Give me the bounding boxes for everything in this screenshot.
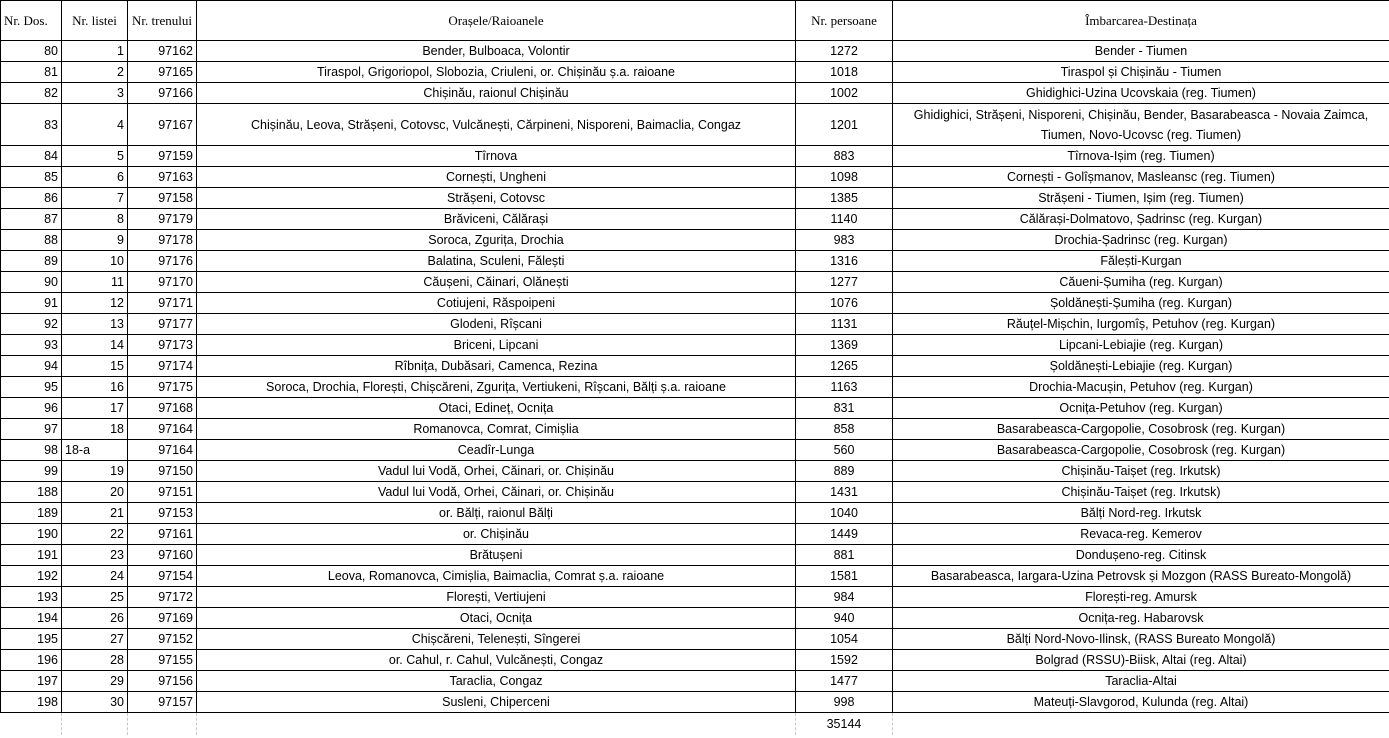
cell-nr-persoane: 858 (796, 419, 893, 440)
cell-nr-trenului: 97173 (128, 335, 197, 356)
header-imbarcarea: Îmbarcarea-Destinața (893, 1, 1389, 41)
table-row (1, 251, 1389, 272)
cell-orasele: Brătușeni (197, 545, 796, 566)
cell-nr-trenului: 97172 (128, 587, 197, 608)
cell-nr-listei: 22 (62, 524, 128, 545)
cell-nr-trenului: 97165 (128, 62, 197, 83)
cell-nr-persoane: 940 (796, 608, 893, 629)
cell-nr-dos: 193 (1, 587, 62, 608)
cell-destinatia: Fălești-Kurgan (893, 251, 1389, 272)
cell-orasele: Florești, Vertiujeni (197, 587, 796, 608)
cell-nr-persoane: 883 (796, 146, 893, 167)
cell-orasele: Bender, Bulboaca, Volontir (197, 41, 796, 62)
cell-nr-persoane: 1369 (796, 335, 893, 356)
cell-orasele: Leova, Romanovca, Cimișlia, Baimaclia, Comrat ș.a. raioane (197, 566, 796, 587)
cell-nr-dos: 195 (1, 629, 62, 650)
cell-nr-persoane: 1477 (796, 671, 893, 692)
cell-nr-trenului: 97159 (128, 146, 197, 167)
cell-nr-persoane: 889 (796, 461, 893, 482)
cell-destinatia: Chișinău-Taișet (reg. Irkutsk) (893, 461, 1389, 482)
cell-nr-listei: 11 (62, 272, 128, 293)
cell-nr-listei: 1 (62, 41, 128, 62)
cell-nr-trenului: 97168 (128, 398, 197, 419)
header-nr-listei: Nr. listei (62, 1, 128, 41)
cell-nr-dos: 84 (1, 146, 62, 167)
cell-nr-dos: 95 (1, 377, 62, 398)
cell-nr-dos: 96 (1, 398, 62, 419)
cell-nr-persoane: 1272 (796, 41, 893, 62)
cell-nr-trenului: 97157 (128, 692, 197, 713)
cell-nr-persoane: 983 (796, 230, 893, 251)
cell-destinatia: Drochia-Șadrinsc (reg. Kurgan) (893, 230, 1389, 251)
cell-nr-listei: 5 (62, 146, 128, 167)
cell-nr-listei: 25 (62, 587, 128, 608)
cell-nr-listei: 21 (62, 503, 128, 524)
cell-orasele: Ceadîr-Lunga (197, 440, 796, 461)
cell-orasele: Vadul lui Vodă, Orhei, Căinari, or. Chișinău (197, 461, 796, 482)
table-row (1, 503, 1389, 524)
cell-nr-trenului: 97170 (128, 272, 197, 293)
cell-nr-trenului: 97179 (128, 209, 197, 230)
table-row (1, 440, 1389, 461)
total-persoane: 35144 (796, 713, 893, 736)
cell-destinatia: Basarabeasca, Iargara-Uzina Petrovsk și Mozgon (RASS Bureato-Mongolă) (893, 566, 1389, 587)
cell-nr-trenului: 97161 (128, 524, 197, 545)
cell-nr-dos: 83 (1, 104, 62, 146)
cell-orasele: Cornești, Ungheni (197, 167, 796, 188)
total-empty-cell (893, 713, 1389, 736)
cell-orasele: Otaci, Edineț, Ocnița (197, 398, 796, 419)
cell-nr-persoane: 1018 (796, 62, 893, 83)
cell-nr-persoane: 1201 (796, 104, 893, 146)
cell-nr-dos: 93 (1, 335, 62, 356)
cell-destinatia: Revaca-reg. Kemerov (893, 524, 1389, 545)
cell-nr-listei: 29 (62, 671, 128, 692)
cell-destinatia: Lipcani-Lebiajie (reg. Kurgan) (893, 335, 1389, 356)
cell-orasele: Chișinău, Leova, Strășeni, Cotovsc, Vulcănești, Cărpineni, Nisporeni, Baimaclia, Congaz (197, 104, 796, 146)
cell-nr-trenului: 97154 (128, 566, 197, 587)
cell-destinatia: Tîrnova-Ișim (reg. Tiumen) (893, 146, 1389, 167)
cell-destinatia: Șoldănești-Șumiha (reg. Kurgan) (893, 293, 1389, 314)
cell-destinatia: Cornești - Golîșmanov, Masleansc (reg. Tiumen) (893, 167, 1389, 188)
total-empty-cell (1, 713, 62, 736)
header-orasele: Orașele/Raioanele (197, 1, 796, 41)
cell-nr-persoane: 998 (796, 692, 893, 713)
cell-orasele: Susleni, Chiperceni (197, 692, 796, 713)
cell-destinatia: Mateuți-Slavgorod, Kulunda (reg. Altai) (893, 692, 1389, 713)
cell-nr-dos: 192 (1, 566, 62, 587)
cell-nr-trenului: 97152 (128, 629, 197, 650)
cell-orasele: or. Chișinău (197, 524, 796, 545)
cell-nr-listei: 18 (62, 419, 128, 440)
cell-nr-listei: 18-a (62, 440, 128, 461)
cell-destinatia: Bolgrad (RSSU)-Biisk, Altai (reg. Altai) (893, 650, 1389, 671)
cell-nr-dos: 80 (1, 41, 62, 62)
cell-nr-persoane: 1592 (796, 650, 893, 671)
cell-nr-dos: 99 (1, 461, 62, 482)
cell-orasele: Balatina, Sculeni, Fălești (197, 251, 796, 272)
cell-nr-listei: 20 (62, 482, 128, 503)
cell-destinatia: Drochia-Macușin, Petuhov (reg. Kurgan) (893, 377, 1389, 398)
table-row (1, 419, 1389, 440)
cell-nr-trenului: 97153 (128, 503, 197, 524)
cell-nr-trenului: 97169 (128, 608, 197, 629)
cell-orasele: Chișcăreni, Telenești, Sîngerei (197, 629, 796, 650)
cell-nr-persoane: 1316 (796, 251, 893, 272)
cell-nr-trenului: 97156 (128, 671, 197, 692)
cell-nr-persoane: 1002 (796, 83, 893, 104)
cell-nr-trenului: 97174 (128, 356, 197, 377)
cell-nr-trenului: 97162 (128, 41, 197, 62)
cell-orasele: Romanovca, Comrat, Cimișlia (197, 419, 796, 440)
cell-destinatia: Basarabeasca-Cargopolie, Cosobrosk (reg. Kurgan) (893, 419, 1389, 440)
table-row (1, 461, 1389, 482)
header-nr-persoane: Nr. persoane (796, 1, 893, 41)
cell-nr-persoane: 560 (796, 440, 893, 461)
cell-nr-dos: 92 (1, 314, 62, 335)
cell-nr-listei: 14 (62, 335, 128, 356)
cell-orasele: Otaci, Ocnița (197, 608, 796, 629)
cell-destinatia: Florești-reg. Amursk (893, 587, 1389, 608)
cell-destinatia: Răuțel-Mișchin, Iurgomîș, Petuhov (reg. Kurgan) (893, 314, 1389, 335)
cell-destinatia: Călărași-Dolmatovo, Șadrinsc (reg. Kurgan) (893, 209, 1389, 230)
cell-orasele: Soroca, Zgurița, Drochia (197, 230, 796, 251)
cell-nr-trenului: 97150 (128, 461, 197, 482)
table-row (1, 482, 1389, 503)
cell-nr-persoane: 1163 (796, 377, 893, 398)
cell-nr-dos: 197 (1, 671, 62, 692)
cell-nr-dos: 90 (1, 272, 62, 293)
cell-nr-persoane: 1040 (796, 503, 893, 524)
table-row (1, 587, 1389, 608)
table-row (1, 377, 1389, 398)
table-row (1, 692, 1389, 713)
total-row (1, 713, 1389, 736)
cell-nr-listei: 26 (62, 608, 128, 629)
cell-nr-dos: 97 (1, 419, 62, 440)
cell-destinatia: Ocnița-reg. Habarovsk (893, 608, 1389, 629)
table-row (1, 167, 1389, 188)
total-empty-cell (62, 713, 128, 736)
cell-nr-listei: 23 (62, 545, 128, 566)
cell-destinatia: Căueni-Șumiha (reg. Kurgan) (893, 272, 1389, 293)
cell-nr-persoane: 1098 (796, 167, 893, 188)
cell-nr-persoane: 1385 (796, 188, 893, 209)
cell-nr-trenului: 97167 (128, 104, 197, 146)
cell-nr-trenului: 97155 (128, 650, 197, 671)
cell-nr-persoane: 1449 (796, 524, 893, 545)
cell-nr-persoane: 1076 (796, 293, 893, 314)
table-row (1, 146, 1389, 167)
cell-nr-trenului: 97177 (128, 314, 197, 335)
table-row (1, 272, 1389, 293)
table-row (1, 608, 1389, 629)
cell-nr-persoane: 1431 (796, 482, 893, 503)
cell-destinatia: Bender - Tiumen (893, 41, 1389, 62)
cell-orasele: Căușeni, Căinari, Olănești (197, 272, 796, 293)
table-row (1, 230, 1389, 251)
cell-nr-dos: 87 (1, 209, 62, 230)
table-row (1, 83, 1389, 104)
table-row (1, 41, 1389, 62)
cell-nr-listei: 24 (62, 566, 128, 587)
cell-nr-dos: 81 (1, 62, 62, 83)
table-row (1, 356, 1389, 377)
cell-nr-dos: 198 (1, 692, 62, 713)
cell-nr-persoane: 984 (796, 587, 893, 608)
cell-nr-dos: 91 (1, 293, 62, 314)
cell-nr-persoane: 1277 (796, 272, 893, 293)
table-row (1, 671, 1389, 692)
cell-nr-persoane: 831 (796, 398, 893, 419)
cell-destinatia: Șoldănești-Lebiajie (reg. Kurgan) (893, 356, 1389, 377)
cell-orasele: Glodeni, Rîșcani (197, 314, 796, 335)
cell-destinatia: Tiraspol și Chișinău - Tiumen (893, 62, 1389, 83)
cell-orasele: or. Bălți, raionul Bălți (197, 503, 796, 524)
cell-nr-listei: 17 (62, 398, 128, 419)
table-row (1, 293, 1389, 314)
cell-destinatia: Dondușeno-reg. Citinsk (893, 545, 1389, 566)
cell-nr-dos: 189 (1, 503, 62, 524)
cell-nr-listei: 30 (62, 692, 128, 713)
cell-nr-listei: 13 (62, 314, 128, 335)
cell-nr-listei: 19 (62, 461, 128, 482)
cell-nr-listei: 4 (62, 104, 128, 146)
cell-orasele: or. Cahul, r. Cahul, Vulcănești, Congaz (197, 650, 796, 671)
cell-nr-dos: 98 (1, 440, 62, 461)
table-row (1, 650, 1389, 671)
cell-orasele: Chișinău, raionul Chișinău (197, 83, 796, 104)
cell-nr-dos: 86 (1, 188, 62, 209)
header-nr-dos: Nr. Dos. (1, 1, 62, 41)
cell-nr-trenului: 97175 (128, 377, 197, 398)
cell-nr-listei: 15 (62, 356, 128, 377)
cell-orasele: Briceni, Lipcani (197, 335, 796, 356)
table-body (1, 41, 1389, 713)
cell-nr-listei: 27 (62, 629, 128, 650)
cell-nr-persoane: 1131 (796, 314, 893, 335)
cell-nr-listei: 16 (62, 377, 128, 398)
cell-nr-trenului: 97164 (128, 419, 197, 440)
cell-nr-trenului: 97171 (128, 293, 197, 314)
cell-nr-listei: 2 (62, 62, 128, 83)
cell-destinatia: Ghidighici-Uzina Ucovskaia (reg. Tiumen) (893, 83, 1389, 104)
cell-destinatia: Strășeni - Tiumen, Ișim (reg. Tiumen) (893, 188, 1389, 209)
cell-orasele: Strășeni, Cotovsc (197, 188, 796, 209)
cell-nr-persoane: 1054 (796, 629, 893, 650)
cell-nr-dos: 89 (1, 251, 62, 272)
cell-destinatia: Taraclia-Altai (893, 671, 1389, 692)
table-row (1, 314, 1389, 335)
table-row (1, 398, 1389, 419)
cell-nr-listei: 28 (62, 650, 128, 671)
cell-nr-trenului: 97176 (128, 251, 197, 272)
table-row (1, 335, 1389, 356)
cell-nr-trenului: 97151 (128, 482, 197, 503)
cell-orasele: Tiraspol, Grigoriopol, Slobozia, Criuleni, or. Chișinău ș.a. raioane (197, 62, 796, 83)
cell-nr-trenului: 97166 (128, 83, 197, 104)
cell-nr-dos: 196 (1, 650, 62, 671)
cell-nr-dos: 188 (1, 482, 62, 503)
table-row (1, 545, 1389, 566)
cell-destinatia: Basarabeasca-Cargopolie, Cosobrosk (reg. Kurgan) (893, 440, 1389, 461)
cell-destinatia: Bălți Nord-reg. Irkutsk (893, 503, 1389, 524)
cell-nr-dos: 88 (1, 230, 62, 251)
cell-nr-dos: 190 (1, 524, 62, 545)
cell-nr-persoane: 1140 (796, 209, 893, 230)
table-row (1, 629, 1389, 650)
table-row (1, 209, 1389, 230)
cell-destinatia: Ocnița-Petuhov (reg. Kurgan) (893, 398, 1389, 419)
cell-orasele: Vadul lui Vodă, Orhei, Căinari, or. Chișinău (197, 482, 796, 503)
cell-orasele: Cotiujeni, Răspoipeni (197, 293, 796, 314)
cell-nr-listei: 9 (62, 230, 128, 251)
cell-nr-listei: 7 (62, 188, 128, 209)
cell-destinatia: Chișinău-Taișet (reg. Irkutsk) (893, 482, 1389, 503)
cell-orasele: Taraclia, Congaz (197, 671, 796, 692)
cell-nr-trenului: 97158 (128, 188, 197, 209)
total-empty-cell (128, 713, 197, 736)
cell-nr-persoane: 881 (796, 545, 893, 566)
cell-nr-dos: 194 (1, 608, 62, 629)
cell-nr-listei: 12 (62, 293, 128, 314)
cell-orasele: Rîbnița, Dubăsari, Camenca, Rezina (197, 356, 796, 377)
header-nr-trenului: Nr. trenului (128, 1, 197, 41)
cell-nr-persoane: 1581 (796, 566, 893, 587)
header-row (1, 1, 1389, 41)
cell-nr-dos: 94 (1, 356, 62, 377)
cell-nr-listei: 6 (62, 167, 128, 188)
cell-orasele: Tîrnova (197, 146, 796, 167)
table-row (1, 524, 1389, 545)
cell-nr-trenului: 97160 (128, 545, 197, 566)
cell-destinatia: Ghidighici, Strășeni, Nisporeni, Chișinău, Bender, Basarabeasca - Novaia Zaimca, Tiumen, Novo-Ucovsc (reg. Tiumen) (893, 104, 1389, 146)
cell-nr-dos: 191 (1, 545, 62, 566)
cell-nr-listei: 3 (62, 83, 128, 104)
table-row (1, 188, 1389, 209)
cell-destinatia: Bălți Nord-Novo-Ilinsk, (RASS Bureato Mongolă) (893, 629, 1389, 650)
cell-nr-trenului: 97164 (128, 440, 197, 461)
cell-nr-persoane: 1265 (796, 356, 893, 377)
cell-nr-dos: 85 (1, 167, 62, 188)
table-row (1, 104, 1389, 146)
cell-nr-trenului: 97163 (128, 167, 197, 188)
cell-orasele: Brăviceni, Călărași (197, 209, 796, 230)
table-row (1, 62, 1389, 83)
cell-nr-trenului: 97178 (128, 230, 197, 251)
cell-nr-dos: 82 (1, 83, 62, 104)
table-row (1, 566, 1389, 587)
cell-nr-listei: 8 (62, 209, 128, 230)
cell-nr-listei: 10 (62, 251, 128, 272)
cell-orasele: Soroca, Drochia, Florești, Chișcăreni, Zgurița, Vertiukeni, Rîșcani, Bălți ș.a. raioane (197, 377, 796, 398)
total-empty-cell (197, 713, 796, 736)
